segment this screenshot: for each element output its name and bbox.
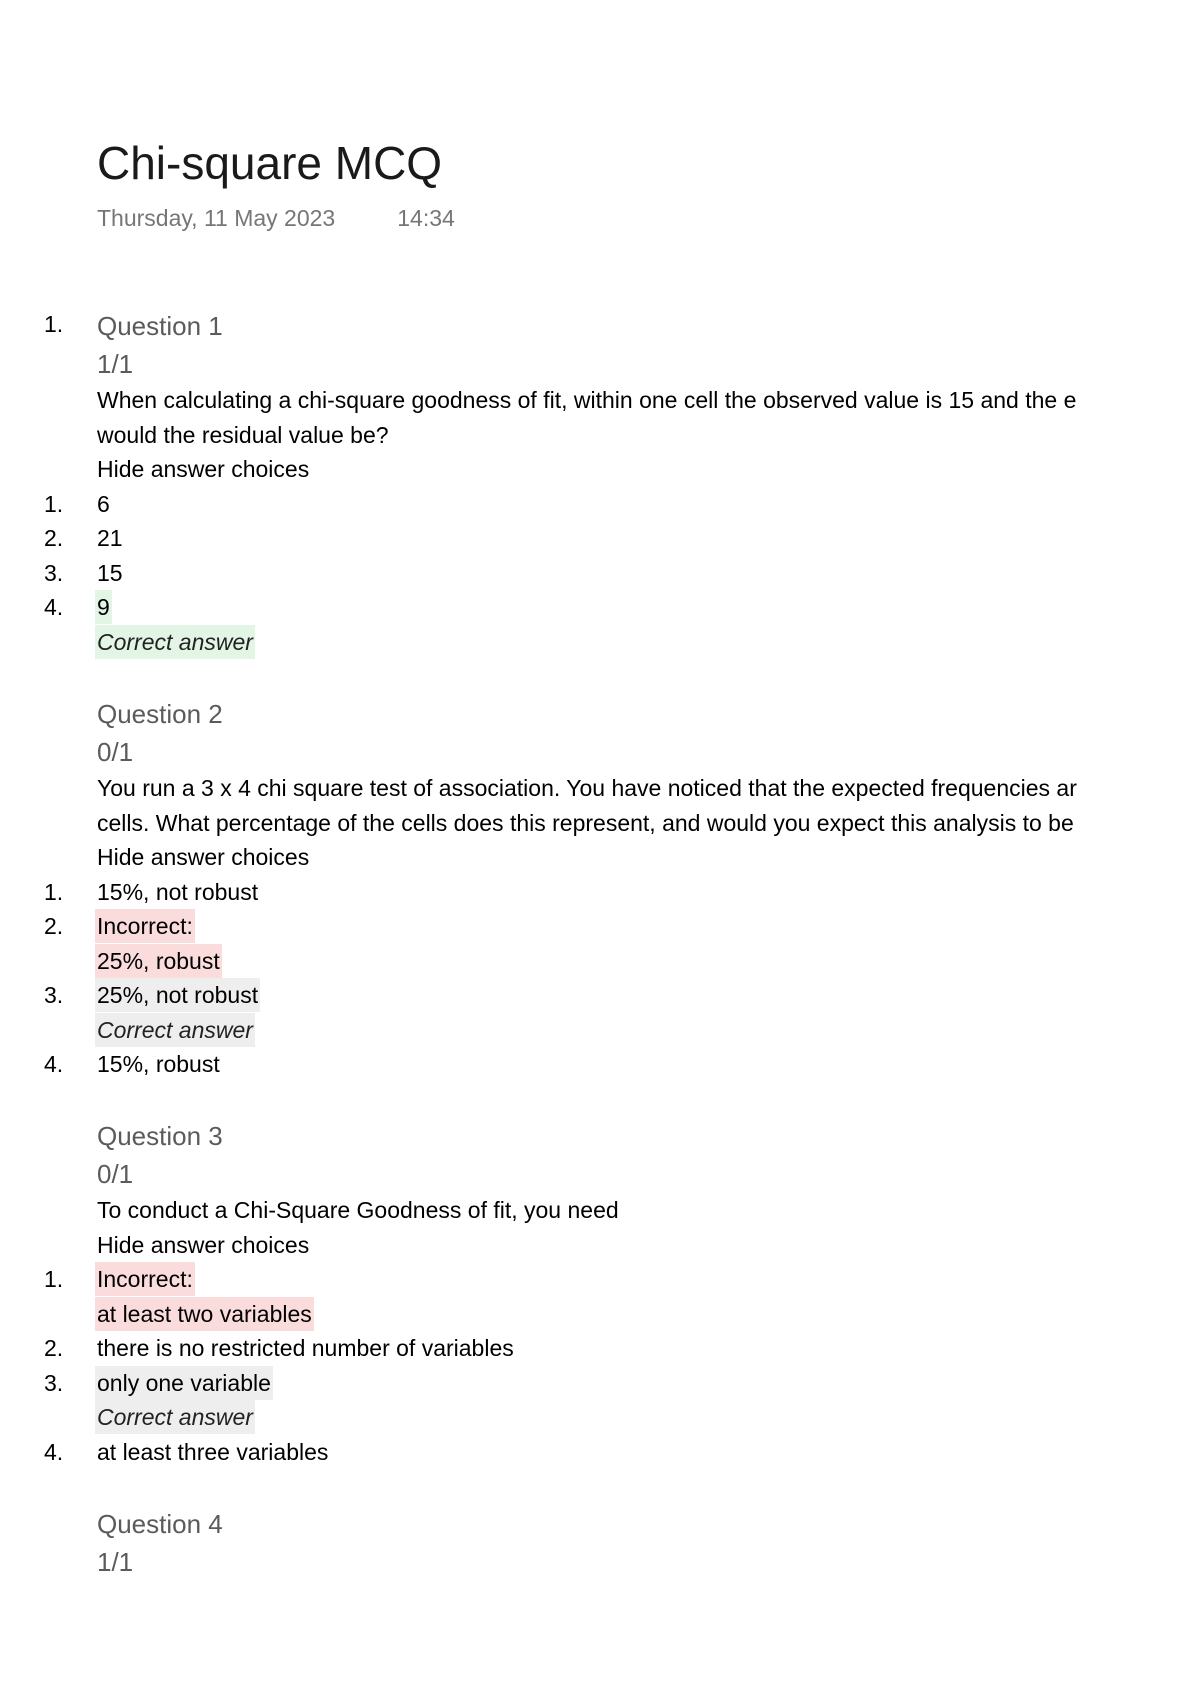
question-score-row [0, 733, 1200, 767]
hide-answer-choices-toggle[interactable]: Hide answer choices [97, 844, 310, 870]
question-score-row [0, 345, 1200, 379]
hide-answer-choices-toggle[interactable]: Hide answer choices [97, 1231, 310, 1258]
answer-choice-row [0, 978, 1200, 1012]
answer-choice-text[interactable]: 15%, robust [97, 1051, 220, 1077]
answer-choice-text[interactable]: 21 [97, 525, 123, 551]
answer-choice-row [0, 590, 1200, 624]
hide-answer-choices-toggle[interactable]: Hide answer choices [97, 456, 310, 482]
page-timestamp [97, 205, 455, 232]
list-number: 3. [44, 559, 64, 586]
incorrect-label: Incorrect: [95, 909, 195, 943]
answer-choice-row [0, 909, 1200, 943]
question-heading-row [0, 1505, 1200, 1539]
answer-choice-row [0, 556, 1200, 590]
answer-choice-row [0, 1366, 1200, 1400]
list-number: 2. [44, 1335, 64, 1361]
list-number: 1. [44, 311, 64, 337]
hide-answer-choices-row [0, 1228, 1200, 1262]
answer-choice-text[interactable]: at least three variables [97, 1438, 329, 1465]
answer-choice-text[interactable]: 25%, robust [95, 944, 222, 978]
page-time: 14:34 [397, 205, 455, 231]
question-heading: Question 4 [97, 1509, 223, 1539]
answer-choice-text[interactable]: only one variable [95, 1366, 273, 1400]
answer-choice-row [0, 1331, 1200, 1365]
answer-choice-row [0, 875, 1200, 909]
answer-choice-text[interactable]: 15%, not robust [97, 878, 259, 905]
question-score: 0/1 [97, 737, 134, 767]
question-heading: Question 3 [97, 1121, 223, 1151]
question-prompt: You run a 3 x 4 chi square test of association. You have noticed that the expected frequencies ar [97, 775, 1077, 801]
correct-answer-label: Correct answer [95, 1400, 255, 1434]
answer-choice-row [0, 487, 1200, 521]
answer-choice-text[interactable]: 15 [97, 559, 123, 586]
question-score: 0/1 [97, 1159, 134, 1189]
hide-answer-choices-row [0, 452, 1200, 486]
question-prompt-row [0, 771, 1200, 805]
answer-choice-text[interactable]: 9 [95, 590, 112, 624]
page-date: Thursday, 11 May 2023 [97, 205, 336, 231]
question-prompt-row [0, 418, 1200, 452]
answer-choice-row [0, 1297, 1200, 1331]
question-heading-row [0, 307, 1200, 341]
question-score-row [0, 1543, 1200, 1577]
question-prompt-row [0, 1193, 1200, 1227]
question-prompt: To conduct a Chi-Square Goodness of fit, you need [97, 1197, 619, 1223]
correct-answer-label: Correct answer [95, 625, 255, 659]
correct-answer-row [0, 625, 1200, 659]
answer-choice-row [0, 1047, 1200, 1081]
answer-choice-row [0, 1262, 1200, 1296]
question-heading: Question 2 [97, 699, 223, 729]
hide-answer-choices-row [0, 840, 1200, 874]
list-number: 4. [44, 1438, 64, 1465]
correct-answer-row [0, 1013, 1200, 1047]
list-number: 3. [44, 1369, 64, 1396]
incorrect-label: Incorrect: [95, 1262, 195, 1296]
answer-choice-row [0, 944, 1200, 978]
question-prompt-row [0, 806, 1200, 840]
answer-choice-text[interactable]: there is no restricted number of variables [97, 1335, 514, 1361]
page-title: Chi-square MCQ [97, 137, 443, 189]
correct-answer-row [0, 1400, 1200, 1434]
list-number: 1. [44, 878, 64, 905]
question-prompt-row [0, 383, 1200, 417]
question-prompt: When calculating a chi-square goodness of fit, within one cell the observed value is 15 and the e [97, 387, 1077, 413]
answer-choice-row [0, 1435, 1200, 1469]
question-heading: Question 1 [97, 311, 223, 341]
question-score: 1/1 [97, 1547, 134, 1577]
answer-choice-text[interactable]: 25%, not robust [95, 978, 260, 1012]
list-number: 4. [44, 594, 64, 620]
question-heading-row [0, 1117, 1200, 1151]
list-number: 3. [44, 982, 64, 1008]
answer-choice-text[interactable]: 6 [97, 490, 110, 517]
list-number: 1. [44, 1266, 64, 1292]
list-number: 2. [44, 525, 64, 551]
answer-choice-text[interactable]: at least two variables [95, 1297, 314, 1331]
question-score: 1/1 [97, 349, 134, 379]
question-prompt: cells. What percentage of the cells does this represent, and would you expect this analysis to be [97, 809, 1074, 836]
list-number: 4. [44, 1051, 64, 1077]
list-number: 1. [44, 490, 64, 517]
question-prompt: would the residual value be? [97, 421, 389, 448]
list-number: 2. [44, 913, 64, 939]
correct-answer-label: Correct answer [95, 1013, 255, 1047]
question-score-row [0, 1155, 1200, 1189]
question-heading-row [0, 695, 1200, 729]
answer-choice-row [0, 521, 1200, 555]
